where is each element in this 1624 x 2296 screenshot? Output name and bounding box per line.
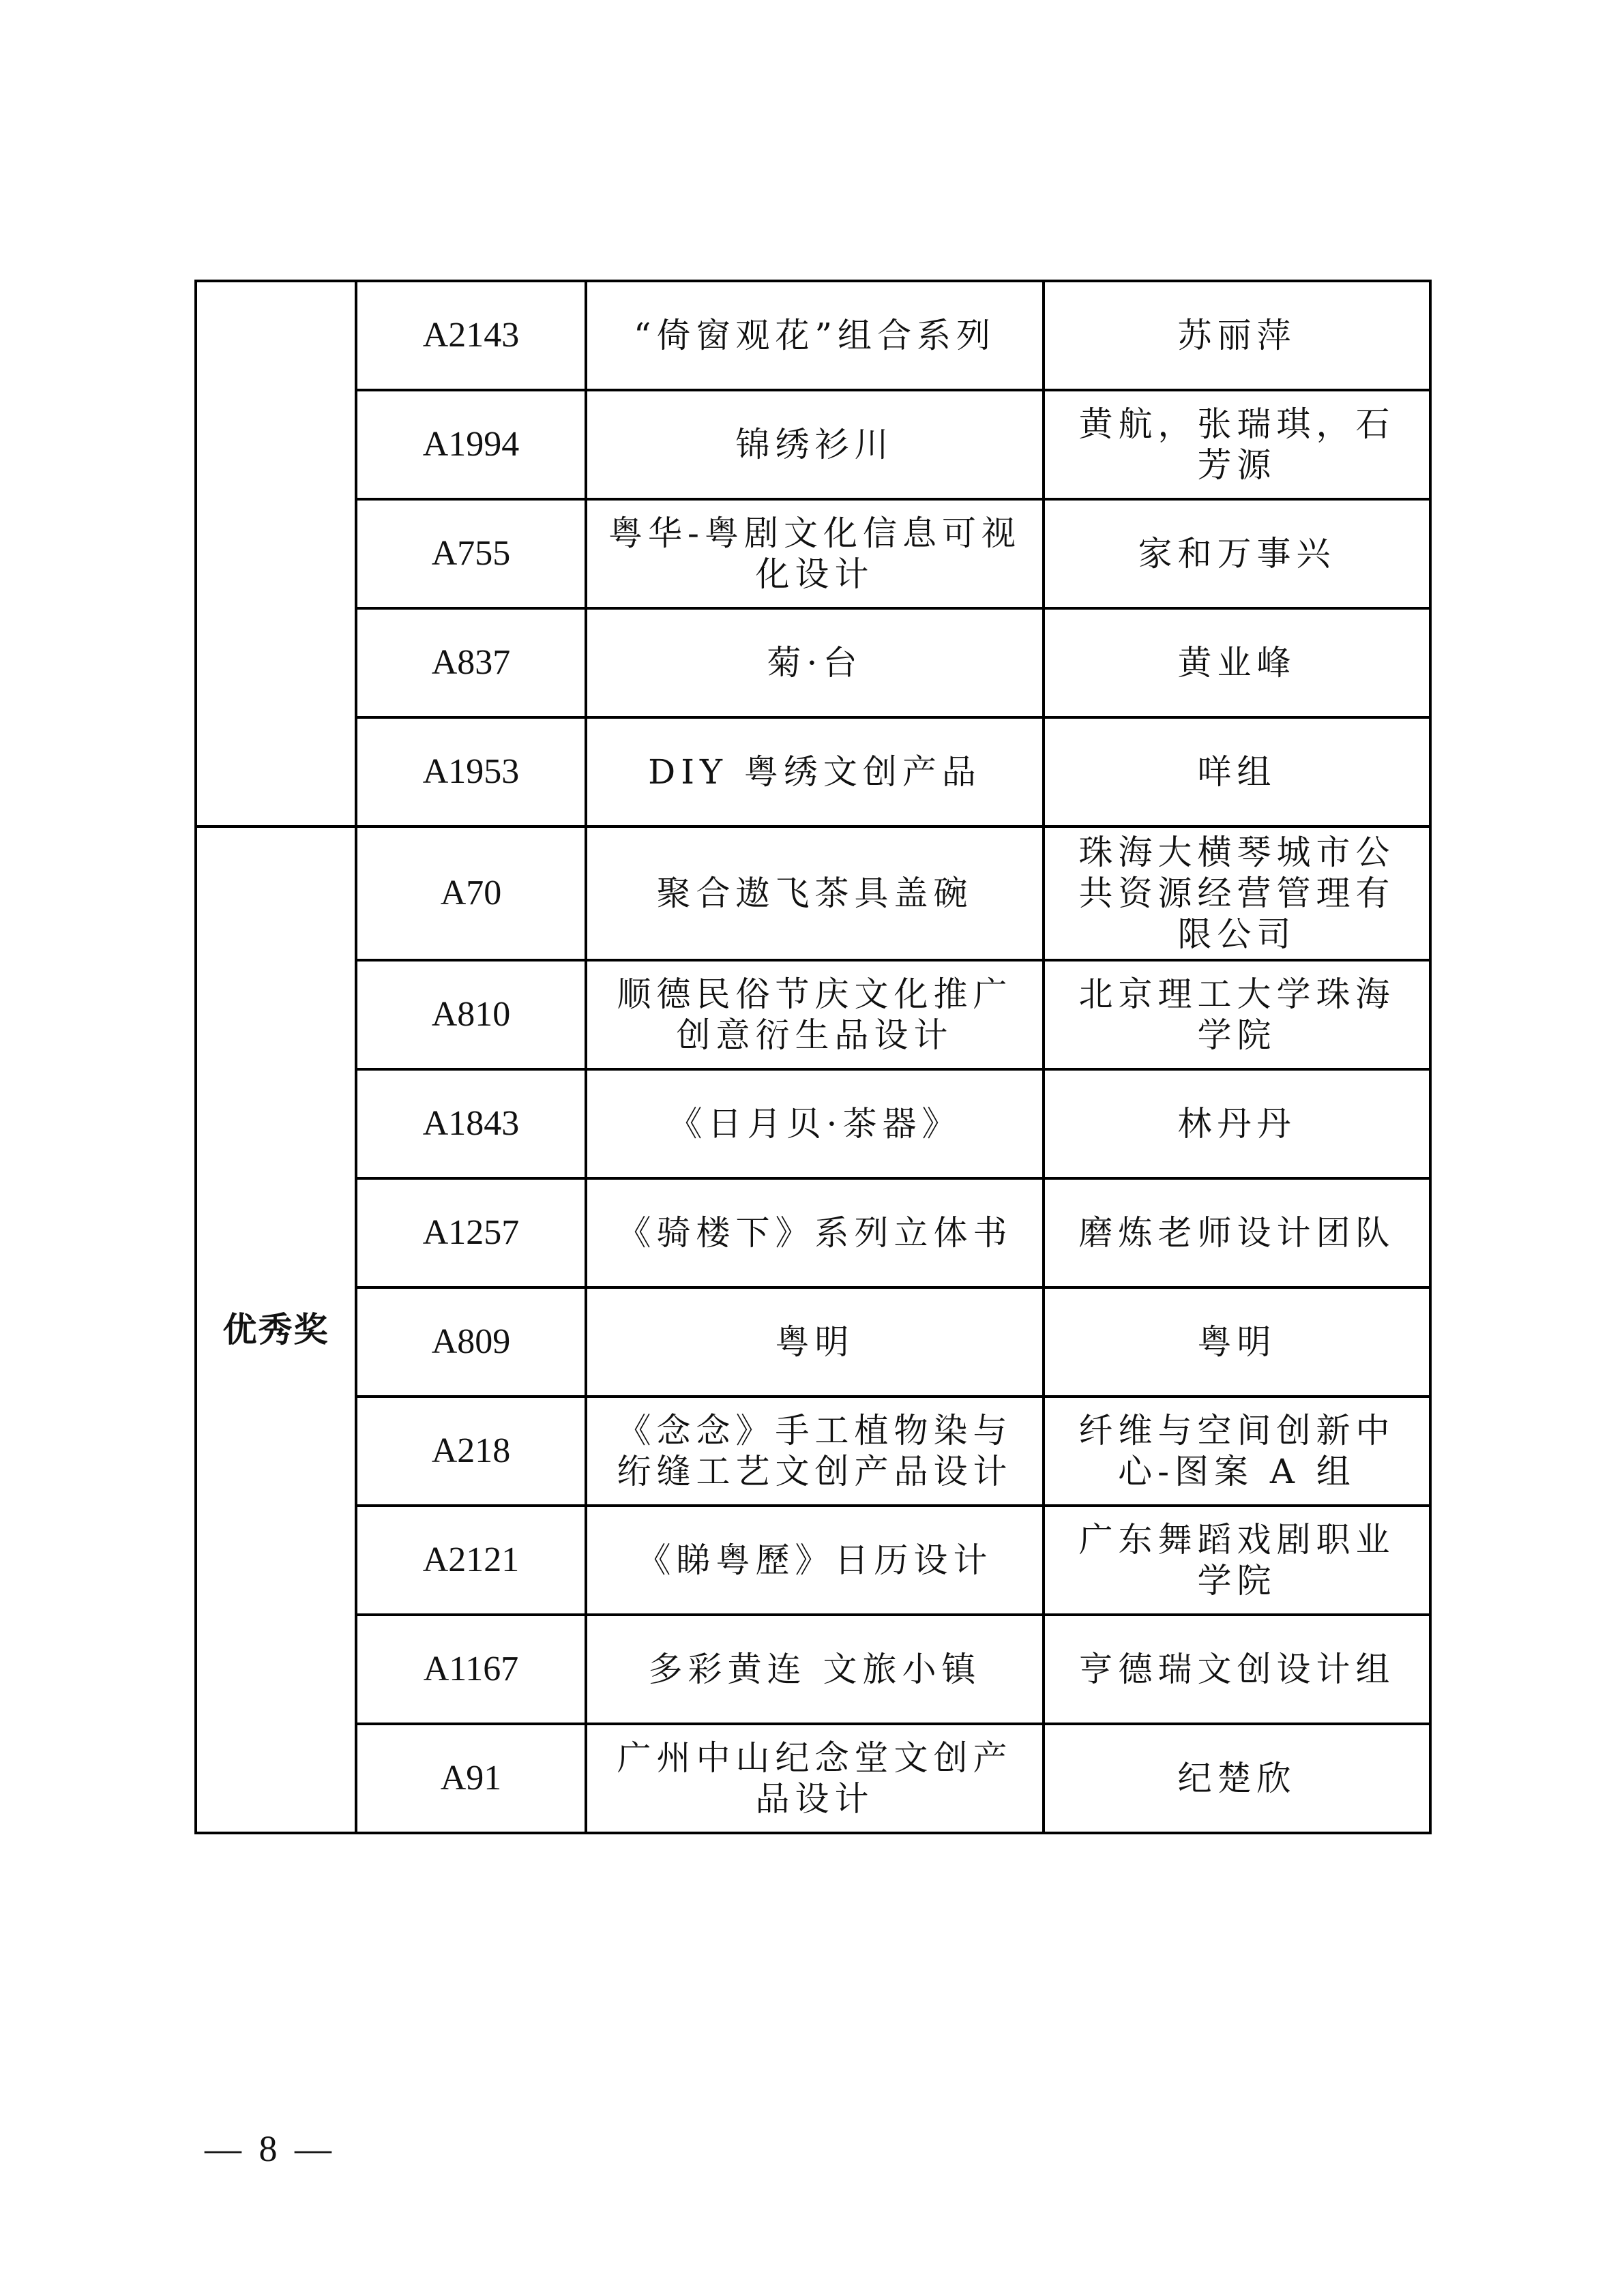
entry-author-cell: 林丹丹 <box>1044 1069 1430 1178</box>
entry-title-cell: “倚窗观花”组合系列 <box>586 281 1044 390</box>
entry-id-cell: A1257 <box>356 1178 586 1287</box>
table-row <box>196 1178 1430 1287</box>
award-category-cell <box>196 281 356 826</box>
entry-title-cell: 广州中山纪念堂文创产品设计 <box>586 1724 1044 1833</box>
entry-author-cell: 亨德瑞文创设计组 <box>1044 1615 1430 1724</box>
entry-author-cell: 北京理工大学珠海学院 <box>1044 960 1430 1069</box>
table-row <box>196 499 1430 608</box>
entry-id-cell: A2121 <box>356 1506 586 1615</box>
table-row <box>196 960 1430 1069</box>
table-row <box>196 1506 1430 1615</box>
entry-id-cell: A1843 <box>356 1069 586 1178</box>
award-category-cell: 优秀奖 <box>196 826 356 1833</box>
entry-author-cell: 黄航，张瑞琪，石芳源 <box>1044 390 1430 499</box>
table-row <box>196 1397 1430 1506</box>
entry-title-cell: 《日月贝·茶器》 <box>586 1069 1044 1178</box>
entry-title-cell: 《睇粤歷》日历设计 <box>586 1506 1044 1615</box>
entry-author-cell: 黄业峰 <box>1044 608 1430 717</box>
entry-id-cell: A809 <box>356 1287 586 1397</box>
entry-author-cell: 纪楚欣 <box>1044 1724 1430 1833</box>
entry-title-cell: 粤明 <box>586 1287 1044 1397</box>
table-row <box>196 1069 1430 1178</box>
table-row <box>196 1287 1430 1397</box>
awards-table-body <box>196 281 1430 1833</box>
entry-id-cell: A218 <box>356 1397 586 1506</box>
entry-id-cell: A1994 <box>356 390 586 499</box>
entry-id-cell: A2143 <box>356 281 586 390</box>
entry-title-cell: 多彩黄连 文旅小镇 <box>586 1615 1044 1724</box>
entry-author-cell: 咩组 <box>1044 717 1430 826</box>
entry-title-cell: 《念念》手工植物染与绗缝工艺文创产品设计 <box>586 1397 1044 1506</box>
table-row <box>196 390 1430 499</box>
entry-id-cell: A70 <box>356 826 586 960</box>
entry-id-cell: A755 <box>356 499 586 608</box>
entry-id-cell: A91 <box>356 1724 586 1833</box>
entry-author-cell: 广东舞蹈戏剧职业学院 <box>1044 1506 1430 1615</box>
table-row <box>196 1724 1430 1833</box>
entry-title-cell: 锦绣衫川 <box>586 390 1044 499</box>
entry-title-cell: DIY 粤绣文创产品 <box>586 717 1044 826</box>
page-number: — 8 — <box>205 2128 336 2169</box>
entry-author-cell: 苏丽萍 <box>1044 281 1430 390</box>
entry-author-cell: 珠海大横琴城市公共资源经营管理有限公司 <box>1044 826 1430 960</box>
entry-title-cell: 粤华-粤剧文化信息可视化设计 <box>586 499 1044 608</box>
awards-table <box>194 280 1432 1834</box>
entry-title-cell: 《骑楼下》系列立体书 <box>586 1178 1044 1287</box>
entry-title-cell: 菊·台 <box>586 608 1044 717</box>
entry-title-cell: 聚合遨飞茶具盖碗 <box>586 826 1044 960</box>
entry-id-cell: A837 <box>356 608 586 717</box>
entry-author-cell: 粤明 <box>1044 1287 1430 1397</box>
table-row <box>196 826 1430 960</box>
table-row <box>196 717 1430 826</box>
entry-id-cell: A810 <box>356 960 586 1069</box>
entry-author-cell: 家和万事兴 <box>1044 499 1430 608</box>
entry-author-cell: 磨炼老师设计团队 <box>1044 1178 1430 1287</box>
entry-author-cell: 纤维与空间创新中心-图案 A 组 <box>1044 1397 1430 1506</box>
entry-title-cell: 顺德民俗节庆文化推广创意衍生品设计 <box>586 960 1044 1069</box>
entry-id-cell: A1953 <box>356 717 586 826</box>
table-row <box>196 281 1430 390</box>
table-row <box>196 1615 1430 1724</box>
entry-id-cell: A1167 <box>356 1615 586 1724</box>
table-row <box>196 608 1430 717</box>
